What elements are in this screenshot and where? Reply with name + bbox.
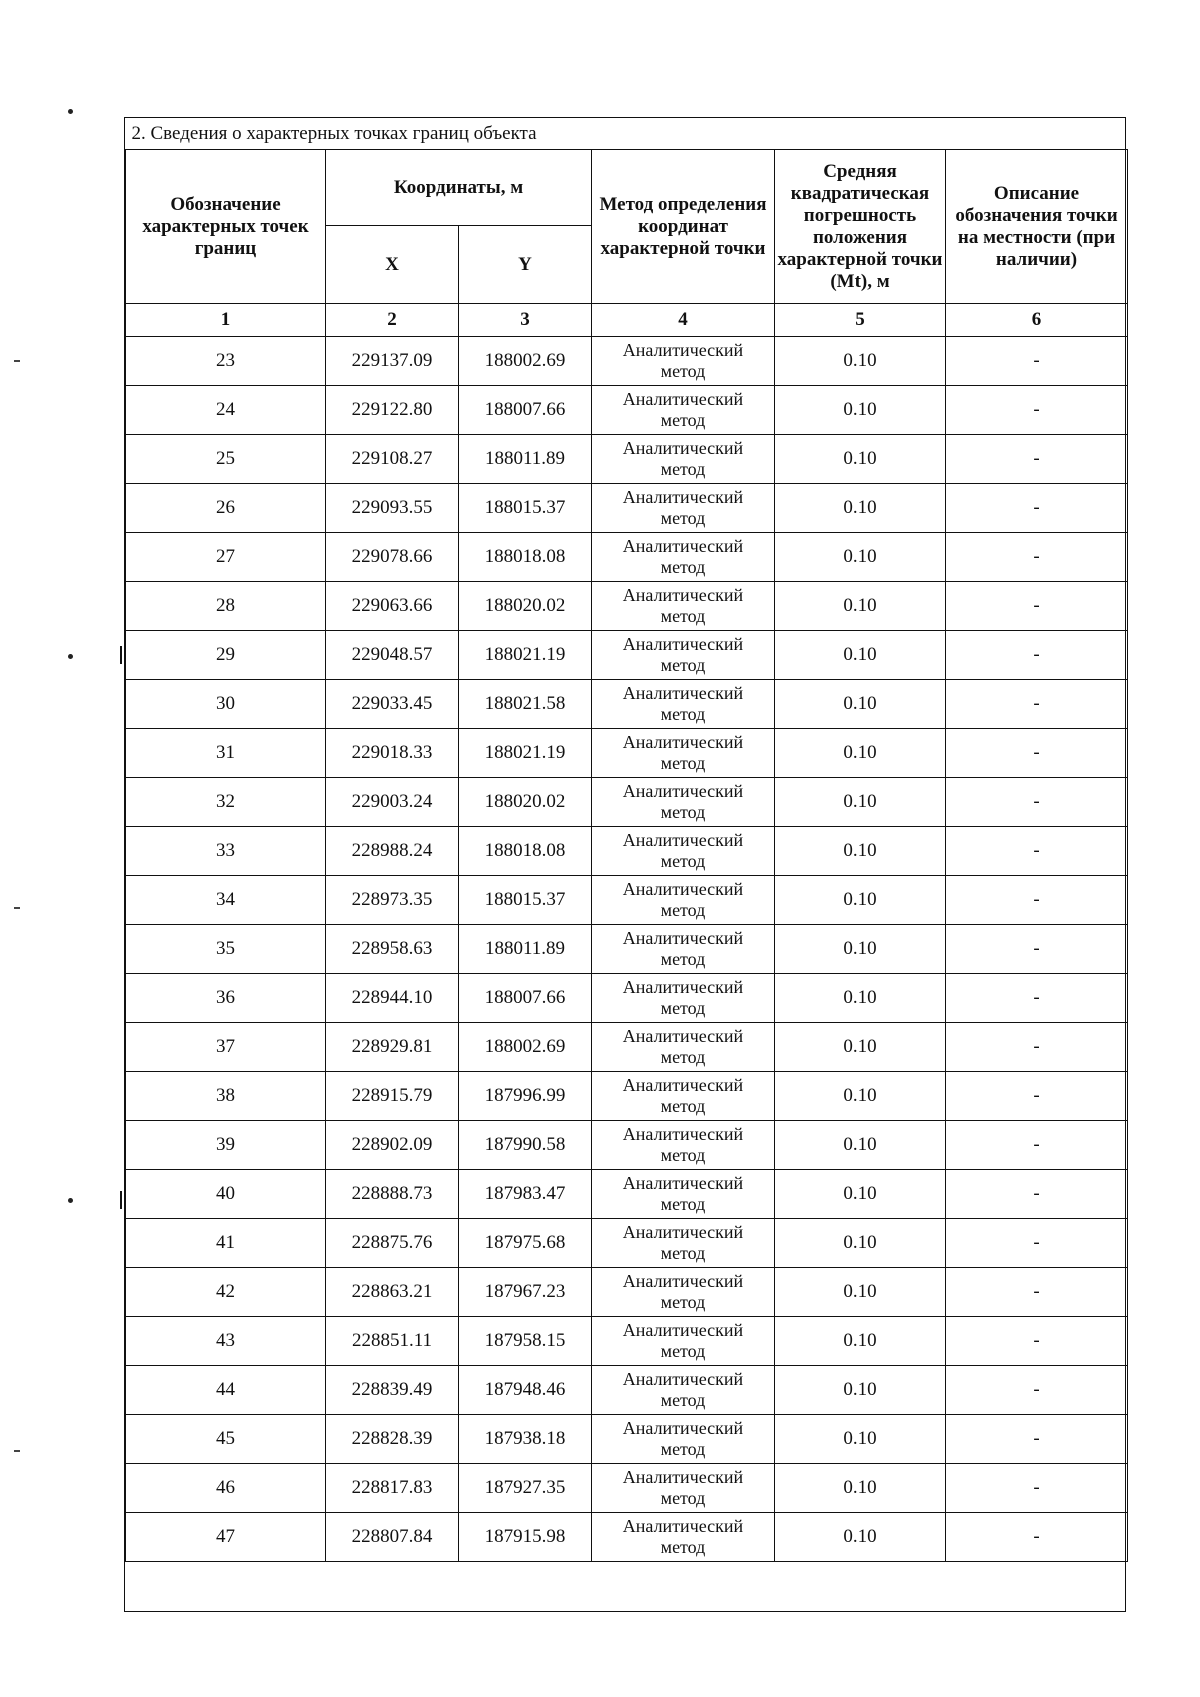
point-cell: 36 [126, 974, 326, 1023]
method-line: Аналитический [622, 830, 744, 850]
method-cell [592, 1317, 775, 1366]
description-cell: - [946, 1121, 1128, 1170]
y-cell: 188021.58 [459, 680, 592, 729]
description-cell: - [946, 1170, 1128, 1219]
x-cell: 228915.79 [326, 1072, 459, 1121]
point-cell: 31 [126, 729, 326, 778]
method-line: метод [660, 508, 706, 528]
scan-mark [14, 907, 20, 909]
y-cell: 188015.37 [459, 876, 592, 925]
y-cell: 187958.15 [459, 1317, 592, 1366]
description-cell: - [946, 1317, 1128, 1366]
method-cell [592, 533, 775, 582]
y-cell: 187915.98 [459, 1513, 592, 1562]
y-cell: 187975.68 [459, 1219, 592, 1268]
y-cell: 187990.58 [459, 1121, 592, 1170]
y-cell: 188002.69 [459, 1023, 592, 1072]
error-cell: 0.10 [775, 1415, 946, 1464]
x-cell: 228817.83 [326, 1464, 459, 1513]
table-row [126, 876, 1128, 925]
description-cell: - [946, 925, 1128, 974]
error-cell: 0.10 [775, 1121, 946, 1170]
error-cell: 0.10 [775, 1170, 946, 1219]
method-line: метод [660, 900, 706, 920]
description-cell: - [946, 778, 1128, 827]
table-row [126, 1464, 1128, 1513]
method-line: метод [660, 1145, 706, 1165]
point-cell: 25 [126, 435, 326, 484]
method-line: метод [660, 802, 706, 822]
scan-dot [68, 1198, 73, 1203]
scan-dot [68, 109, 73, 114]
error-cell: 0.10 [775, 827, 946, 876]
description-cell: - [946, 1072, 1128, 1121]
method-line: Аналитический [622, 1320, 744, 1340]
method-cell [592, 778, 775, 827]
header-coords: Координаты, м [326, 150, 592, 226]
y-cell: 188002.69 [459, 337, 592, 386]
method-line: Аналитический [622, 487, 744, 507]
error-cell: 0.10 [775, 631, 946, 680]
method-line: метод [660, 1096, 706, 1116]
x-cell: 228875.76 [326, 1219, 459, 1268]
method-cell [592, 1219, 775, 1268]
header-x: X [326, 226, 459, 304]
method-line: Аналитический [622, 1271, 744, 1291]
method-cell [592, 1072, 775, 1121]
x-cell: 228828.39 [326, 1415, 459, 1464]
error-cell: 0.10 [775, 729, 946, 778]
description-cell: - [946, 1219, 1128, 1268]
method-line: метод [660, 753, 706, 773]
method-line: Аналитический [622, 1222, 744, 1242]
table-row [126, 827, 1128, 876]
point-cell: 24 [126, 386, 326, 435]
x-cell: 228839.49 [326, 1366, 459, 1415]
table-row [126, 778, 1128, 827]
method-line: метод [660, 1194, 706, 1214]
description-cell: - [946, 1268, 1128, 1317]
x-cell: 228958.63 [326, 925, 459, 974]
method-line: Аналитический [622, 1467, 744, 1487]
x-cell: 229108.27 [326, 435, 459, 484]
method-cell [592, 876, 775, 925]
point-cell: 23 [126, 337, 326, 386]
column-number: 3 [459, 304, 592, 337]
table-row [126, 1268, 1128, 1317]
method-cell [592, 1268, 775, 1317]
section-title: 2. Сведения о характерных точках границ объекта [126, 118, 1128, 150]
scan-mark [14, 1450, 20, 1452]
x-cell: 228902.09 [326, 1121, 459, 1170]
method-line: метод [660, 1243, 706, 1263]
x-cell: 228888.73 [326, 1170, 459, 1219]
method-line: Аналитический [622, 340, 744, 360]
y-cell: 188015.37 [459, 484, 592, 533]
description-cell: - [946, 680, 1128, 729]
y-cell: 187996.99 [459, 1072, 592, 1121]
method-cell [592, 386, 775, 435]
point-cell: 44 [126, 1366, 326, 1415]
scan-mark [14, 360, 20, 362]
method-line: Аналитический [622, 879, 744, 899]
description-cell: - [946, 827, 1128, 876]
table-row [126, 925, 1128, 974]
description-cell: - [946, 1415, 1128, 1464]
error-cell: 0.10 [775, 1317, 946, 1366]
point-cell: 35 [126, 925, 326, 974]
point-cell: 34 [126, 876, 326, 925]
y-cell: 187927.35 [459, 1464, 592, 1513]
point-cell: 45 [126, 1415, 326, 1464]
method-cell [592, 1170, 775, 1219]
method-line: метод [660, 1488, 706, 1508]
point-cell: 47 [126, 1513, 326, 1562]
point-cell: 30 [126, 680, 326, 729]
method-line: метод [660, 1292, 706, 1312]
table-row [126, 484, 1128, 533]
table-row [126, 435, 1128, 484]
header-method: Метод определения координат характерной точки [592, 150, 775, 304]
description-cell: - [946, 435, 1128, 484]
point-cell: 46 [126, 1464, 326, 1513]
x-cell: 229018.33 [326, 729, 459, 778]
x-cell: 229048.57 [326, 631, 459, 680]
header-point: Обозначение характерных точек границ [126, 150, 326, 304]
x-cell: 229093.55 [326, 484, 459, 533]
x-cell: 228988.24 [326, 827, 459, 876]
description-cell: - [946, 1464, 1128, 1513]
table-row [126, 1170, 1128, 1219]
method-line: метод [660, 459, 706, 479]
table-row [126, 1513, 1128, 1562]
x-cell: 228863.21 [326, 1268, 459, 1317]
method-line: Аналитический [622, 977, 744, 997]
points-sheet [124, 117, 1126, 1612]
error-cell: 0.10 [775, 337, 946, 386]
x-cell: 228929.81 [326, 1023, 459, 1072]
point-cell: 40 [126, 1170, 326, 1219]
y-cell: 187948.46 [459, 1366, 592, 1415]
header-description: Описание обозначения точки на местности (при наличии) [946, 150, 1128, 304]
x-cell: 228807.84 [326, 1513, 459, 1562]
x-cell: 229003.24 [326, 778, 459, 827]
x-cell: 228973.35 [326, 876, 459, 925]
error-cell: 0.10 [775, 1072, 946, 1121]
method-line: метод [660, 704, 706, 724]
x-cell: 229137.09 [326, 337, 459, 386]
method-cell [592, 827, 775, 876]
method-line: метод [660, 1341, 706, 1361]
method-line: метод [660, 606, 706, 626]
y-cell: 188007.66 [459, 386, 592, 435]
method-line: Аналитический [622, 389, 744, 409]
error-cell: 0.10 [775, 533, 946, 582]
method-line: метод [660, 1439, 706, 1459]
table-row [126, 680, 1128, 729]
binding-mark [120, 1191, 122, 1209]
table-row [126, 1317, 1128, 1366]
point-cell: 32 [126, 778, 326, 827]
method-line: Аналитический [622, 1026, 744, 1046]
method-line: метод [660, 1537, 706, 1557]
method-line: Аналитический [622, 1075, 744, 1095]
error-cell: 0.10 [775, 1513, 946, 1562]
description-cell: - [946, 533, 1128, 582]
y-cell: 188021.19 [459, 729, 592, 778]
table-row [126, 729, 1128, 778]
table-body [126, 337, 1128, 1562]
point-cell: 38 [126, 1072, 326, 1121]
method-cell [592, 582, 775, 631]
error-cell: 0.10 [775, 680, 946, 729]
method-line: Аналитический [622, 634, 744, 654]
description-cell: - [946, 1023, 1128, 1072]
description-cell: - [946, 484, 1128, 533]
x-cell: 229033.45 [326, 680, 459, 729]
point-cell: 26 [126, 484, 326, 533]
method-cell [592, 925, 775, 974]
description-cell: - [946, 582, 1128, 631]
error-cell: 0.10 [775, 582, 946, 631]
method-line: Аналитический [622, 781, 744, 801]
y-cell: 187938.18 [459, 1415, 592, 1464]
column-number: 1 [126, 304, 326, 337]
table-row [126, 1023, 1128, 1072]
y-cell: 188018.08 [459, 827, 592, 876]
description-cell: - [946, 974, 1128, 1023]
method-line: Аналитический [622, 1516, 744, 1536]
method-cell [592, 484, 775, 533]
method-line: метод [660, 655, 706, 675]
method-line: Аналитический [622, 683, 744, 703]
method-line: Аналитический [622, 1418, 744, 1438]
method-line: метод [660, 410, 706, 430]
table-row [126, 1415, 1128, 1464]
column-number: 4 [592, 304, 775, 337]
error-cell: 0.10 [775, 778, 946, 827]
method-cell [592, 1121, 775, 1170]
method-line: метод [660, 361, 706, 381]
point-cell: 43 [126, 1317, 326, 1366]
y-cell: 188021.19 [459, 631, 592, 680]
method-cell [592, 631, 775, 680]
error-cell: 0.10 [775, 1219, 946, 1268]
method-line: метод [660, 949, 706, 969]
y-cell: 188011.89 [459, 925, 592, 974]
method-cell [592, 729, 775, 778]
table-row [126, 1366, 1128, 1415]
column-numbers-row [126, 304, 1128, 337]
method-cell [592, 1023, 775, 1072]
table-row [126, 974, 1128, 1023]
error-cell: 0.10 [775, 1464, 946, 1513]
error-cell: 0.10 [775, 435, 946, 484]
point-cell: 33 [126, 827, 326, 876]
method-cell [592, 1415, 775, 1464]
y-cell: 188018.08 [459, 533, 592, 582]
point-cell: 27 [126, 533, 326, 582]
x-cell: 228851.11 [326, 1317, 459, 1366]
method-line: Аналитический [622, 536, 744, 556]
y-cell: 188020.02 [459, 778, 592, 827]
point-cell: 29 [126, 631, 326, 680]
point-cell: 39 [126, 1121, 326, 1170]
table-row [126, 386, 1128, 435]
description-cell: - [946, 386, 1128, 435]
y-cell: 188007.66 [459, 974, 592, 1023]
description-cell: - [946, 729, 1128, 778]
point-cell: 28 [126, 582, 326, 631]
table-row [126, 533, 1128, 582]
method-line: Аналитический [622, 585, 744, 605]
point-cell: 37 [126, 1023, 326, 1072]
error-cell: 0.10 [775, 876, 946, 925]
method-cell [592, 435, 775, 484]
method-line: метод [660, 557, 706, 577]
error-cell: 0.10 [775, 1023, 946, 1072]
y-cell: 188011.89 [459, 435, 592, 484]
y-cell: 187983.47 [459, 1170, 592, 1219]
method-line: метод [660, 1390, 706, 1410]
error-cell: 0.10 [775, 925, 946, 974]
method-cell [592, 1513, 775, 1562]
table-row [126, 1121, 1128, 1170]
empty-row [126, 1562, 1128, 1595]
method-line: Аналитический [622, 1369, 744, 1389]
description-cell: - [946, 1366, 1128, 1415]
method-line: метод [660, 998, 706, 1018]
description-cell: - [946, 1513, 1128, 1562]
description-cell: - [946, 876, 1128, 925]
method-line: Аналитический [622, 1124, 744, 1144]
method-line: Аналитический [622, 732, 744, 752]
x-cell: 228944.10 [326, 974, 459, 1023]
method-line: Аналитический [622, 928, 744, 948]
method-cell [592, 1366, 775, 1415]
x-cell: 229078.66 [326, 533, 459, 582]
method-line: метод [660, 851, 706, 871]
x-cell: 229122.80 [326, 386, 459, 435]
point-cell: 42 [126, 1268, 326, 1317]
table-row [126, 1219, 1128, 1268]
table-row [126, 582, 1128, 631]
description-cell: - [946, 631, 1128, 680]
binding-mark [120, 646, 122, 664]
method-cell [592, 974, 775, 1023]
table-row [126, 337, 1128, 386]
table-row [126, 1072, 1128, 1121]
error-cell: 0.10 [775, 1366, 946, 1415]
header-error: Средняя квадратическая погрешность положения характерной точки (Mt), м [775, 150, 946, 304]
method-line: метод [660, 1047, 706, 1067]
method-cell [592, 1464, 775, 1513]
method-cell [592, 337, 775, 386]
column-number: 2 [326, 304, 459, 337]
header-y: Y [459, 226, 592, 304]
boundary-points-table [125, 118, 1128, 1594]
error-cell: 0.10 [775, 1268, 946, 1317]
point-cell: 41 [126, 1219, 326, 1268]
method-line: Аналитический [622, 1173, 744, 1193]
column-number: 5 [775, 304, 946, 337]
method-line: Аналитический [622, 438, 744, 458]
error-cell: 0.10 [775, 484, 946, 533]
error-cell: 0.10 [775, 974, 946, 1023]
error-cell: 0.10 [775, 386, 946, 435]
y-cell: 187967.23 [459, 1268, 592, 1317]
table-row [126, 631, 1128, 680]
method-cell [592, 680, 775, 729]
x-cell: 229063.66 [326, 582, 459, 631]
column-number: 6 [946, 304, 1128, 337]
description-cell: - [946, 337, 1128, 386]
y-cell: 188020.02 [459, 582, 592, 631]
scan-dot [68, 654, 73, 659]
